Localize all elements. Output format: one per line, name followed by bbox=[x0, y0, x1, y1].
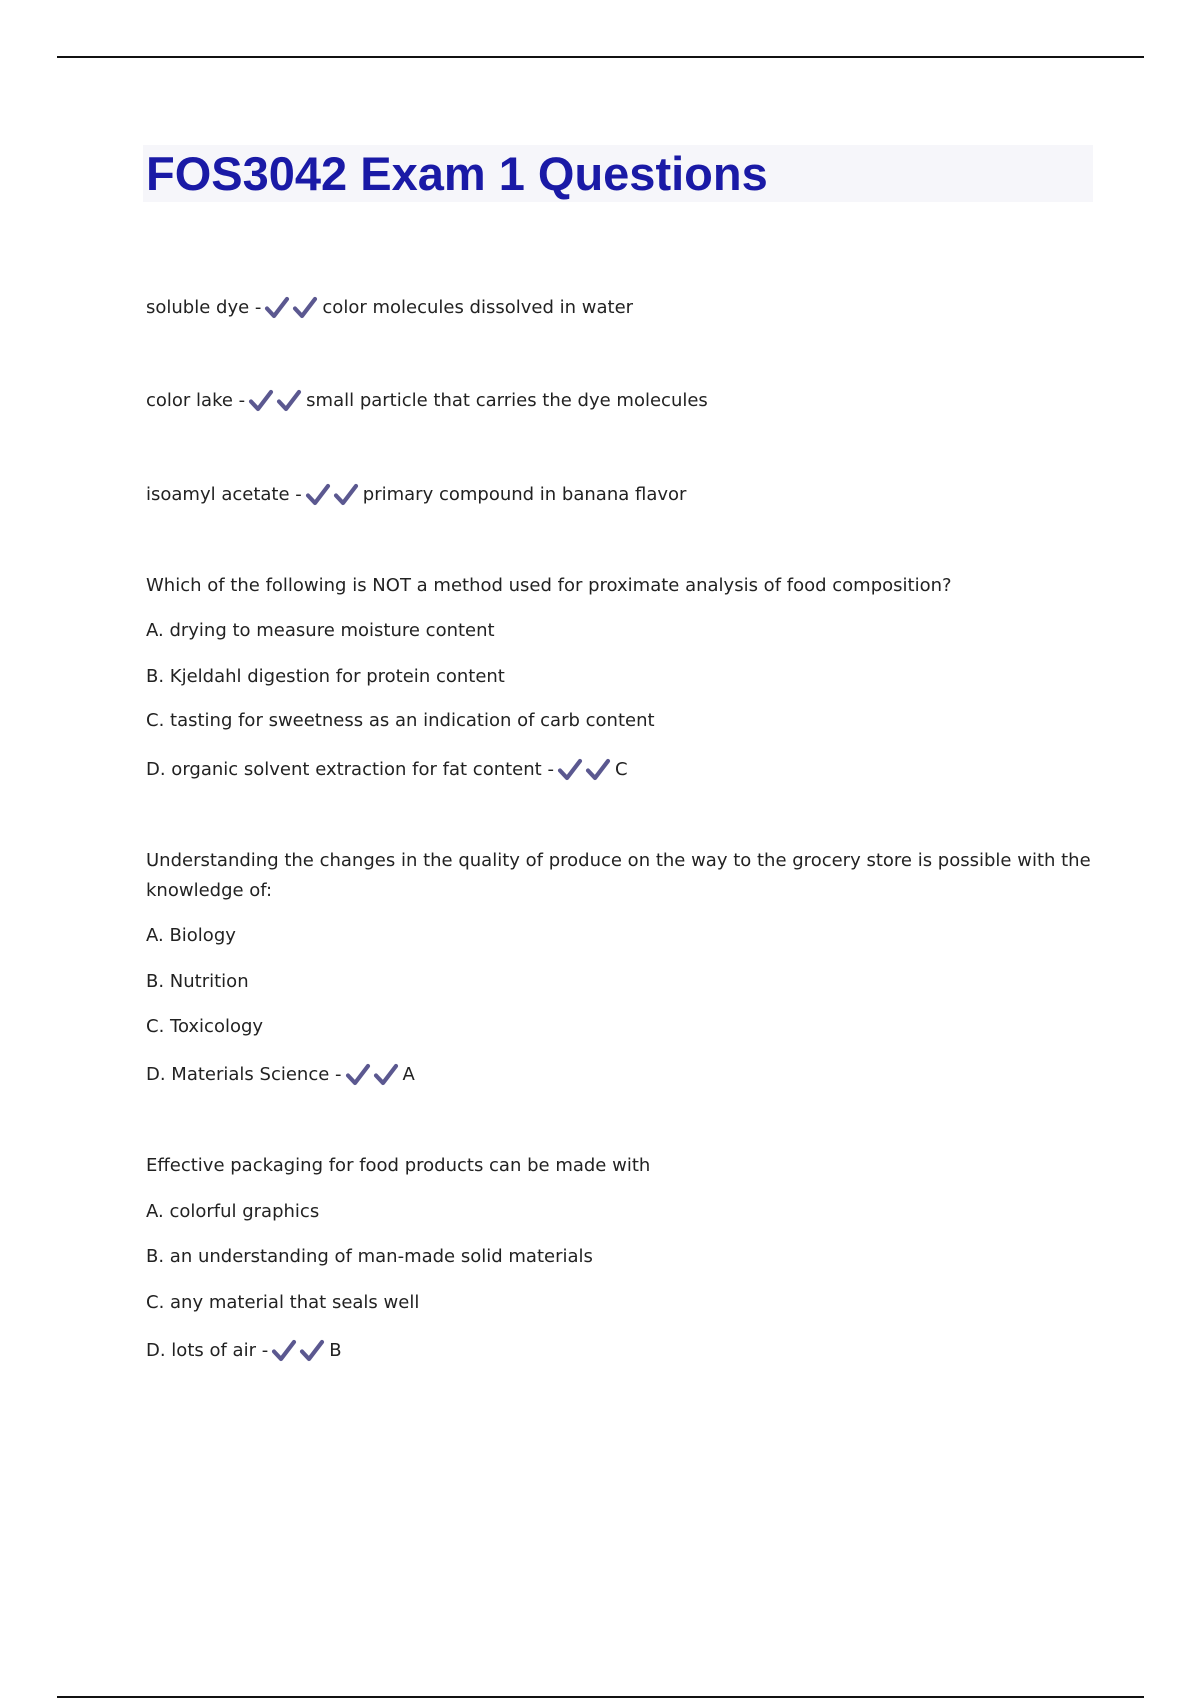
check-icon bbox=[271, 1339, 299, 1363]
check-icon bbox=[276, 389, 304, 413]
answer: primary compound in banana flavor bbox=[362, 484, 687, 505]
term: color lake - bbox=[146, 390, 246, 411]
option-a: A. Biology bbox=[146, 925, 236, 946]
option-c: C. tasting for sweetness as an indication of carb content bbox=[146, 710, 655, 731]
check-icon bbox=[585, 758, 613, 782]
answer: B bbox=[329, 1340, 342, 1361]
check-icon bbox=[345, 1063, 373, 1087]
option-d: D. Materials Science - A bbox=[146, 1060, 415, 1090]
double-check-icon bbox=[345, 1060, 401, 1090]
answer: A bbox=[402, 1064, 415, 1085]
check-icon bbox=[264, 296, 292, 320]
check-icon bbox=[373, 1063, 401, 1087]
answer: color molecules dissolved in water bbox=[322, 297, 634, 318]
question-text: Effective packaging for food products can be made with bbox=[146, 1155, 651, 1176]
flashcard-soluble-dye bbox=[146, 293, 633, 323]
check-icon bbox=[248, 389, 276, 413]
term: soluble dye - bbox=[146, 297, 262, 318]
answer: C bbox=[614, 759, 628, 780]
document-title: FOS3042 Exam 1 Questions bbox=[146, 147, 768, 200]
option-d: D. organic solvent extraction for fat content - C bbox=[146, 755, 628, 785]
flashcard-color-lake bbox=[146, 386, 708, 416]
check-icon bbox=[333, 483, 361, 507]
option-a: A. colorful graphics bbox=[146, 1201, 320, 1222]
option-b: B. an understanding of man-made solid materials bbox=[146, 1246, 593, 1267]
double-check-icon bbox=[248, 386, 304, 416]
option-c: C. any material that seals well bbox=[146, 1292, 420, 1313]
top-rule bbox=[57, 56, 1144, 58]
term: isoamyl acetate - bbox=[146, 484, 302, 505]
question-text: Which of the following is NOT a method used for proximate analysis of food composition? bbox=[146, 575, 952, 596]
option-d: D. lots of air - B bbox=[146, 1336, 342, 1366]
option-b: B. Kjeldahl digestion for protein content bbox=[146, 666, 505, 687]
check-icon bbox=[557, 758, 585, 782]
option-c: C. Toxicology bbox=[146, 1016, 264, 1037]
check-icon bbox=[305, 483, 333, 507]
double-check-icon bbox=[305, 480, 361, 510]
option-a: A. drying to measure moisture content bbox=[146, 620, 495, 641]
double-check-icon bbox=[557, 755, 613, 785]
double-check-icon bbox=[271, 1336, 327, 1366]
check-icon bbox=[292, 296, 320, 320]
option-b: B. Nutrition bbox=[146, 971, 249, 992]
answer: small particle that carries the dye molecules bbox=[306, 390, 708, 411]
question-text: Understanding the changes in the quality of produce on the way to the grocery store is possible with the knowledge of: bbox=[146, 850, 1091, 901]
flashcard-isoamyl-acetate bbox=[146, 480, 686, 510]
double-check-icon bbox=[264, 293, 320, 323]
check-icon bbox=[299, 1339, 327, 1363]
bottom-rule bbox=[57, 1696, 1144, 1698]
